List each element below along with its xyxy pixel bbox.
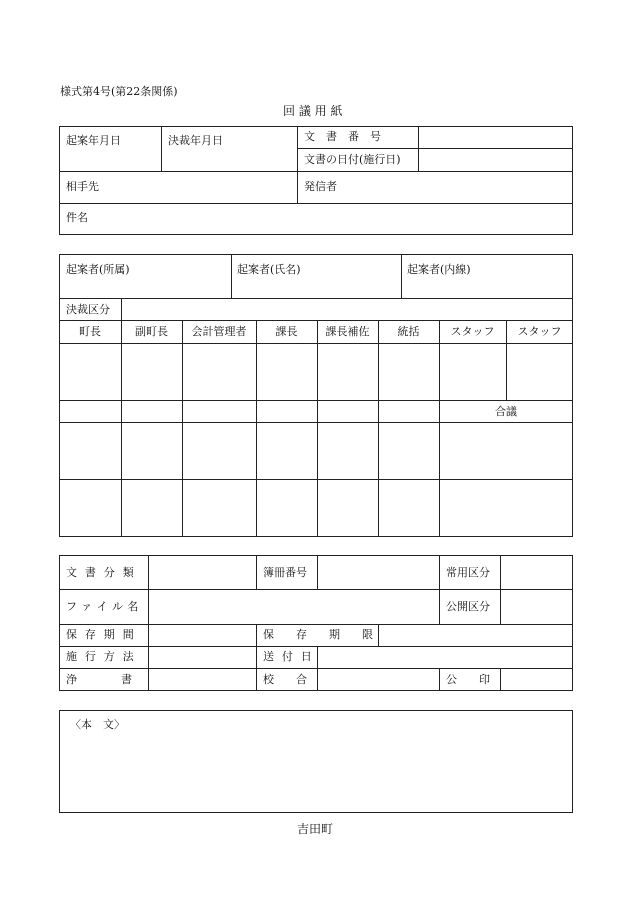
enforcement-method-label: 施 行 方 法 [66,650,136,663]
role-header: 統括 [397,325,420,338]
official-seal-label: 公 印 [446,673,490,686]
drafter-department-label: 起案者(所属) [66,263,130,276]
retention-period-label: 保 存 期 間 [66,628,136,641]
role-header: 課長補佐 [325,325,370,338]
divider [256,555,257,589]
divider [317,555,318,589]
retention-limit-label: 保 存 期 限 [263,628,373,641]
drafter-name-label: 起案者(氏名) [237,263,301,276]
draft-date-label: 起案年月日 [66,134,121,147]
divider [378,624,379,646]
divider [121,298,122,320]
document-class-label: 文 書 分 類 [66,566,136,579]
divider [439,668,440,691]
divider [317,646,318,691]
document-date-label: 文書の日付(施行日) [304,153,401,166]
divider [59,668,573,669]
divider [401,254,402,298]
divider [500,668,501,691]
public-class-label: 公開区分 [446,600,490,613]
divider [59,298,573,299]
divider [378,320,379,537]
decision-class-label: 決裁区分 [66,303,110,316]
divider [439,555,440,624]
ledger-number-label: 簿冊番号 [263,566,307,579]
document-number-label: 文 書 番 号 [304,130,381,143]
role-header: 課長 [275,325,298,338]
recipient-label: 相手先 [66,180,99,193]
body-text-box [59,710,573,813]
divider [439,320,440,537]
usage-class-label: 常用区分 [446,566,490,579]
divider [59,171,573,172]
divider [59,400,573,401]
decision-date-label: 決裁年月日 [168,134,223,147]
body-label: 〈本 文〉 [70,718,125,731]
divider [297,148,573,149]
role-header: スタッフ [450,325,495,338]
consult-label: 合議 [495,405,517,418]
divider [59,320,573,321]
divider [256,320,257,537]
divider [161,126,162,171]
form-title: 回 議 用 紙 [283,104,343,118]
subject-label: 件名 [66,211,88,224]
drafter-extension-label: 起案者(内線) [407,263,471,276]
divider [59,646,573,647]
divider [297,126,298,204]
divider [317,320,318,537]
divider [500,555,501,624]
divider [231,254,232,298]
divider [59,624,573,625]
divider [59,203,573,204]
send-date-label: 送 付 日 [263,650,314,663]
sender-label: 発信者 [304,180,337,193]
file-name-label: ファイル名 [66,600,143,613]
clean-copy-label: 浄 書 [66,673,132,686]
divider [182,320,183,537]
divider [59,422,573,423]
role-header: 会計管理者 [191,325,247,338]
role-header: 副町長 [135,325,168,338]
form-number: 様式第4号(第22条関係) [60,85,178,98]
divider [59,343,573,344]
divider [256,624,257,691]
divider [148,555,149,691]
filing-table [59,555,573,691]
role-header: スタッフ [517,325,562,338]
divider [121,320,122,537]
role-header: 町長 [79,325,101,338]
approval-table [59,254,573,537]
collation-label: 校 合 [263,673,307,686]
divider [59,589,573,590]
divider [59,479,573,480]
town-name: 吉田町 [297,822,334,836]
